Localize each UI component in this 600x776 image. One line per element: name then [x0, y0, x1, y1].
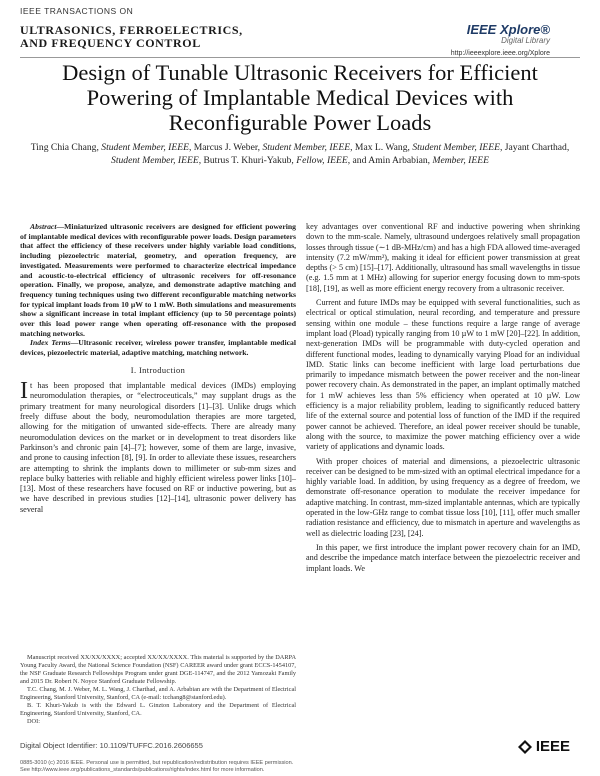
copyright-line-1: 0885-3010 (c) 2016 IEEE. Personal use is permitted, but republication/redistribution requires IEEE permission. — [20, 760, 294, 766]
paper-title: Design of Tunable Ultrasonic Receivers for Efficient Powering of Implantable Medical Devices with Reconfigurable Power Loads — [62, 60, 538, 135]
doi-line: Digital Object Identifier: 10.1109/TUFFC.2016.2606655 — [20, 741, 203, 750]
body-paragraph-3: With proper choices of material and dimensions, a piezoelectric ultrasonic receiver can be designed to be mm-sized with an optimal electrical impedance for a highly variable load. In addition, by using frequency as a degree of freedom, we demonstrate off-resonance operation to modulate the receiver impedance for adaptive matching. In contrast, mm-sized implantable antennas, which are typically operated in the low-GHz range to combat tissue loss [10], [11], offer much smaller radiation resistance and efficiency, due to mismatch in aperture and wavelengths as well as dielectric loading [23], [24]. — [306, 456, 580, 538]
abstract — [20, 222, 296, 338]
journal-name-line2: AND FREQUENCY CONTROL — [20, 36, 201, 50]
copyright-notice — [20, 760, 450, 773]
footnotes — [20, 654, 296, 726]
journal-name-line1: ULTRASONICS, FERROELECTRICS, — [20, 23, 243, 37]
ieee-logo — [517, 738, 570, 755]
index-terms — [20, 338, 296, 357]
xplore-url-link[interactable]: http://ieeexplore.ieee.org/Xplore — [450, 50, 550, 57]
header-divider — [20, 57, 580, 58]
xplore-subtitle: Digital Library — [501, 36, 550, 45]
footnote-manuscript: Manuscript received XX/XX/XXXX; accepted XX/XX/XXXX. This material is supported by the DARPA Young Faculty Award, the National Science Foundation (NSF) CAREER award under grant ECCS-1454107, the NSF Graduate Research Fellowships Program under grant DGE-114747, and the 2012 Yamozaki Family and 2015 Dr. Robert N. Noyce Stanford Graduate Fellowship. — [20, 654, 296, 685]
ieee-logo-text: IEEE — [535, 738, 570, 755]
body-paragraph-4: In this paper, we first introduce the implant power recovery chain for an IMD, and describe the impedance match interface between the piezoelectric receiver and implant loads. We — [306, 542, 580, 573]
index-terms-text: —Ultrasonic receiver, wireless power transfer, implantable medical devices, piezoelectric material, adaptive matching, matching network. — [20, 338, 296, 358]
abstract-label: Abstract — [30, 222, 57, 231]
right-column — [306, 222, 580, 574]
ieee-diamond-icon — [517, 739, 533, 755]
copyright-line-2[interactable]: See http://www.ieee.org/publications_standards/publications/rights/index.html for more information. — [20, 766, 265, 773]
footnote-affiliation-2: B. T. Khuri-Yakub is with the Edward L. Ginzton Laboratory and the Department of Electrical Engineering, Stanford University, Stanford, CA. — [20, 702, 296, 717]
journal-name — [20, 24, 243, 50]
abstract-text: —Miniaturized ultrasonic receivers are designed for efficient powering of implantable medical devices with reconfigurable power loads. Design parameters that affect the efficiency of these receivers under highly variable load conditions, including piezoelectric material, geometry, and operation frequency, are investigated. Measurements were performed to characterize electrical impedance and acoustic-to-electrical efficiency of ultrasonic receivers for off-resonance operation. Finally, we propose, analyze, and demonstrate adaptive matching and frequency tuning techniques using two different reconfigurable matching networks for typical implant loads from 10 µW to 1 mW. Both simulations and measurements show a significant increase in total implant efficiency (up to 50 percentage points) over this load power range when operating off-resonance with the proposed matching networks. — [20, 222, 296, 338]
xplore-logo — [467, 22, 550, 45]
drop-cap: I — [20, 378, 28, 405]
body-paragraph-2: Current and future IMDs may be equipped with several functionalities, such as electrical or optical stimulation, neural recording, and temperature and pressure sensing within one module – these functions require a large range of average implant load (Pload) typically ranging from 10 µW to 1 mW [20]–[22]. In addition, next-generation IMDs will be programmable with duty-cycled operation and different functional modes, leading to dynamically varying Pload for an individual IMD. Static links can become inefficient with large load perturbations due primarily to impedance mismatch between the power receiver and the non-linear power recovery chain. As demonstrated in the paper, an implant optimally matched for 1 mW achieves less than 5% efficiency when operated at 10 µW. Low efficiency is a major reliability problem, leading to significantly reduced battery life of the external source and potential loss of function of the IMD if the required power cannot be achieved. Therefore, an ideal power receiver should be tunable, along with the source, to maximize the power matching efficiency over a wide variety of applications and dynamic loads. — [306, 298, 580, 452]
footnote-affiliation-1: T.C. Chang, M. J. Weber, M. L. Wang, J. Charthad, and A. Arbabian are with the Department of Electrical Engineering, Stanford University, Stanford, CA (e-mail: tcchang8@stanford.edu). — [20, 686, 296, 701]
xplore-brand: IEEE Xplore® — [466, 22, 550, 37]
intro-paragraph-text: t has been proposed that implantable medical devices (IMDs) employing neuromodulation therapies, or “electroceuticals,” may supplant drugs as the primary treatment for many neurological disorders [1]–[3]. Unlike drugs which freely diffuse about the body, neuromodulation therapies are more targeted, allowing for the mitigation of unwanted side-effects. There are already many neuromodulation devices on the market or in development to treat disorders like Parkinson’s and chronic pain [4]–[7]; however, some of them are large, invasive, and prone to causing infection [8], [9]. In order to alleviate these issues, researchers are attempting to shrink the implants down to millimeter or sub-mm sizes and replace bulky batteries with reliable and highly efficient wireless power links [10]–[13]. Most of these researchers have focused on RF or inductive powering, but as we have described in previous studies [12]–[14], ultrasonic power delivery has several — [20, 381, 296, 514]
author-list: Ting Chia Chang, Student Member, IEEE, Marcus J. Weber, Student Member, IEEE, Max L. Wang, Student Member, IEEE, Jayant Charthad, Student Member, IEEE, Butrus T. Khuri-Yakub, Fellow, IEEE, and Amin Arbabian, Member, IEEE — [30, 142, 570, 166]
body-paragraph-1: key advantages over conventional RF and inductive powering when shrinking down to the mm-scale. Namely, ultrasound undergoes relatively small propagation losses through tissue (∼1 dB-MHz/cm) and has a high FDA allowed time-averaged intensity (7.2 mW/mm²), making it ideal for efficient power transmission at great depths (> 5 cm) [15]–[17]. Additionally, ultrasound has small wavelengths in tissue (e.g. 1.5 mm at 1 MHz) allowing for superior energy focusing down to mm-spots [18], [19], as well as more efficient energy recovery from a ultrasonic receiver. — [306, 222, 580, 293]
section-heading-introduction: I. Introduction — [130, 365, 186, 375]
intro-paragraph — [20, 378, 296, 515]
index-terms-label: Index Terms — [30, 338, 71, 348]
journal-series: IEEE TRANSACTIONS ON — [20, 6, 134, 16]
footnote-doi: DOI: — [27, 718, 40, 725]
left-column — [20, 222, 296, 515]
